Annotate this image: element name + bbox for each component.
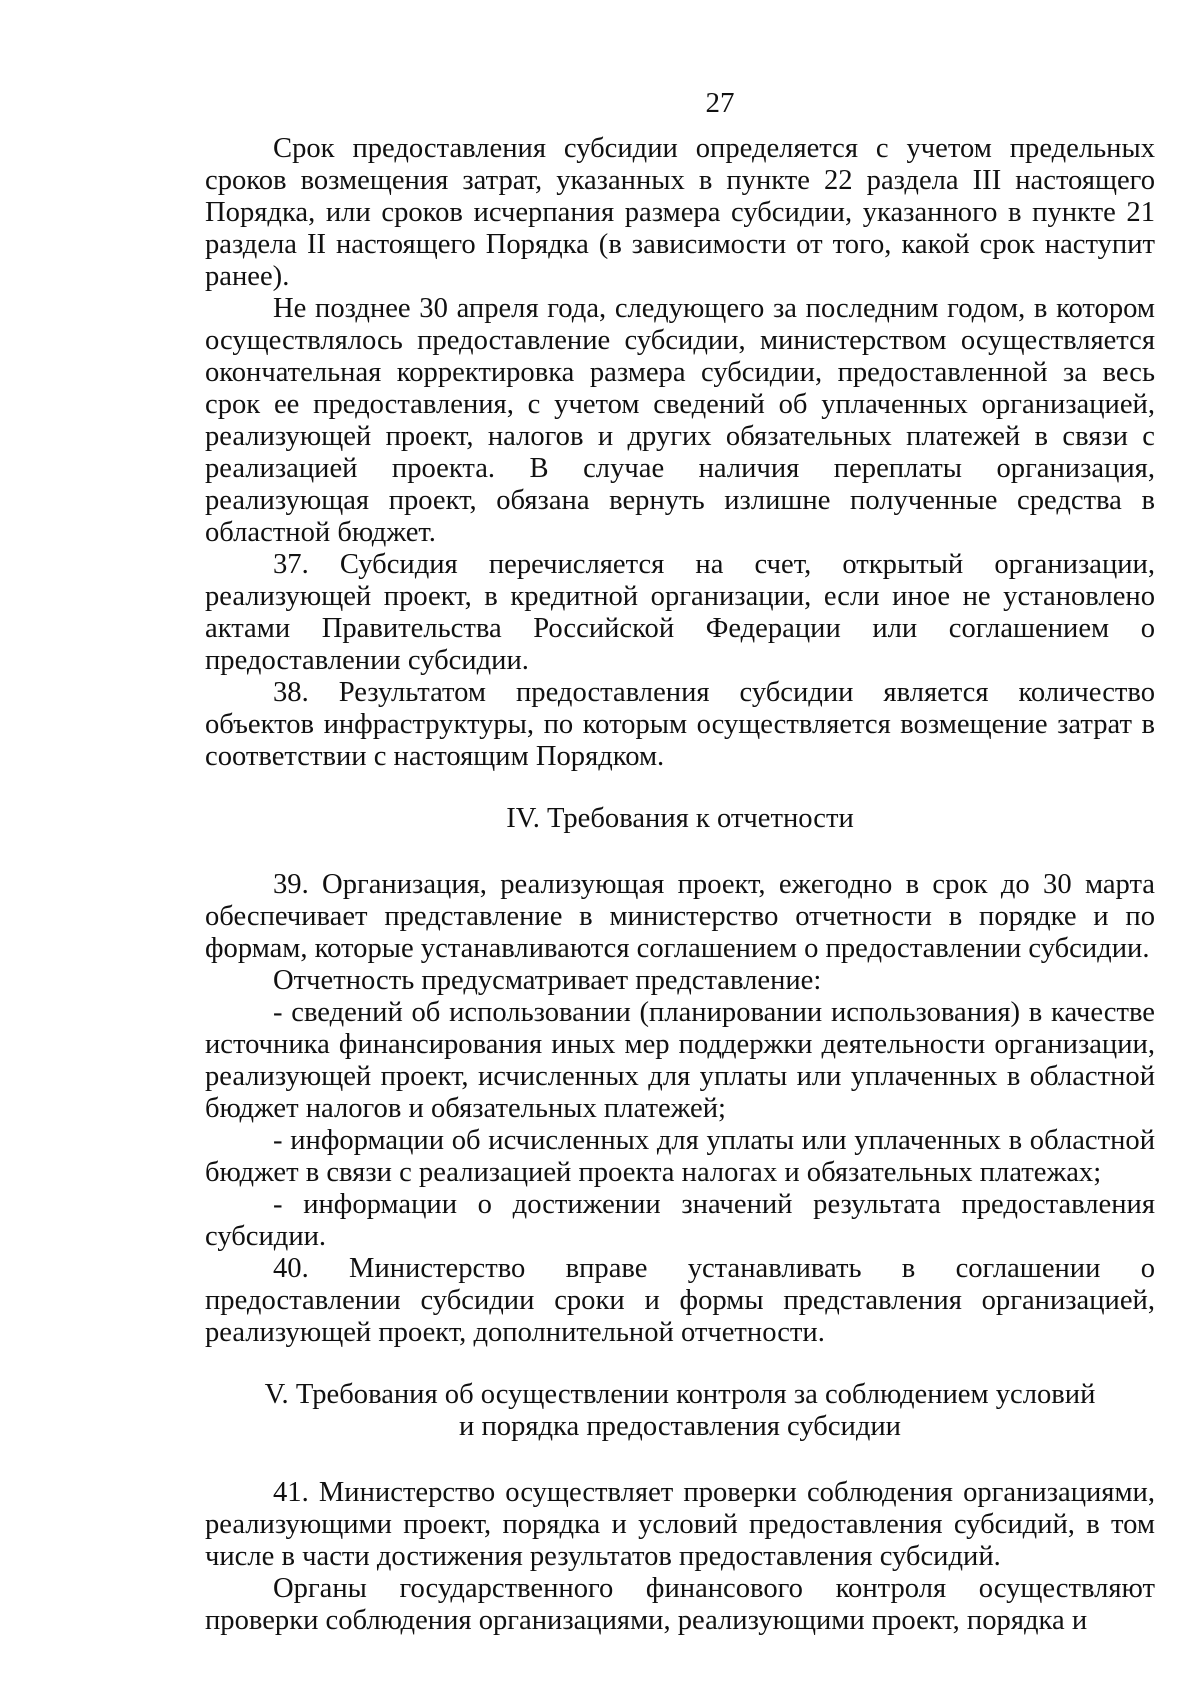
paragraph-39: 39. Организация, реализующая проект, ежегодно в срок до 30 марта обеспечивает представление в министерство отчетности в порядке и по формам, которые устанавливаются соглашением о предоставлении субсидии. bbox=[205, 869, 1155, 964]
paragraph-38: 38. Результатом предоставления субсидии является количество объектов инфраструктуры, по которым осуществляется возмещение затрат в соответствии с настоящим Порядком. bbox=[205, 677, 1155, 772]
paragraph-37: 37. Субсидия перечисляется на счет, открытый организации, реализующей проект, в кредитной организации, если иное не установлено актами Правительства Российской Федерации или соглашением о предоставлении субсидии. bbox=[205, 549, 1155, 676]
paragraph-39-intro: Отчетность предусматривает представление: bbox=[273, 965, 822, 996]
body-text bbox=[205, 133, 1155, 1637]
section-heading-v bbox=[205, 1379, 1155, 1443]
list-item: - информации об исчисленных для уплаты или уплаченных в областной бюджет в связи с реализацией проекта налогах и обязательных платежах; bbox=[205, 1125, 1155, 1188]
list-item: - сведений об использовании (планировании использования) в качестве источника финансирования иных мер поддержки деятельности организации, реализующей проект, исчисленных для уплаты или уплаченных в областной бюджет налогов и обязательных платежей; bbox=[205, 997, 1155, 1124]
paragraph-41: 41. Министерство осуществляет проверки соблюдения организациями, реализующими проект, порядка и условий предоставления субсидий, в том числе в части достижения результатов предоставления субсидий. bbox=[205, 1477, 1155, 1572]
paragraph-term: Срок предоставления субсидии определяется с учетом предельных сроков возмещения затрат, указанных в пункте 22 раздела III настоящего Порядка, или сроков исчерпания размера субсидии, указанного в пункте 21 раздела II настоящего Порядка (в зависимости от того, какой срок наступит ранее). bbox=[205, 133, 1155, 292]
section-heading-iv: IV. Требования к отчетности bbox=[506, 803, 854, 834]
paragraph-correction: Не позднее 30 апреля года, следующего за последним годом, в котором осуществлялось предоставление субсидии, министерством осуществляется окончательная корректировка размера субсидии, предоставленной за весь срок ее предоставления, с учетом сведений об уплаченных организацией, реализующей проект, налогов и других обязательных платежей в связи с реализацией проекта. В случае наличия переплаты организация, реализующая проект, обязана вернуть излишне полученные средства в областной бюджет. bbox=[205, 293, 1155, 548]
page-number: 27 bbox=[705, 87, 735, 119]
section-heading-v-line1: V. Требования об осуществлении контроля за соблюдением условий bbox=[264, 1379, 1096, 1410]
paragraph-40: 40. Министерство вправе устанавливать в соглашении о предоставлении субсидии сроки и формы представления организацией, реализующей проект, дополнительной отчетности. bbox=[205, 1253, 1155, 1348]
list-item: - информации о достижении значений результата предоставления субсидии. bbox=[205, 1189, 1155, 1252]
paragraph-41-continued: Органы государственного финансового контроля осуществляют проверки соблюдения организациями, реализующими проект, порядка и bbox=[205, 1573, 1155, 1636]
section-heading-v-line2: и порядка предоставления субсидии bbox=[459, 1411, 901, 1442]
